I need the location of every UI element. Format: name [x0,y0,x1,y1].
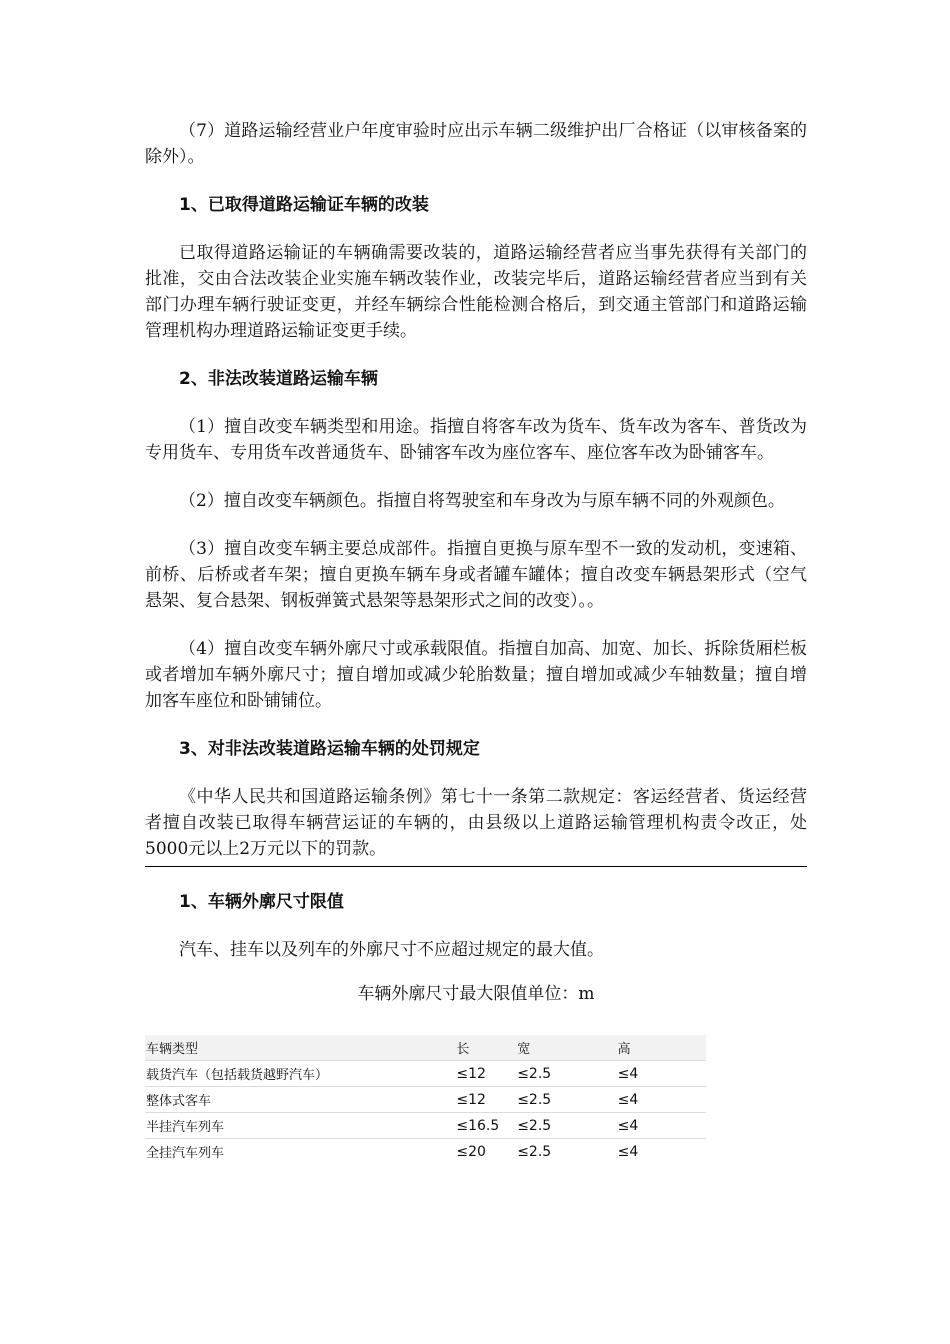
list-item-type-change: （1）擅自改变车辆类型和用途。指擅自将客车改为货车、货车改为客车、普货改为专用货车、专用货车改普通货车、卧铺客车改为座位客车、座位客车改为卧铺客车。 [145,417,807,463]
table-row [145,1061,706,1087]
cell-type: 整体式客车 [146,1094,212,1109]
cell-height: ≤4 [617,1087,706,1113]
column-header-width: 宽 [517,1042,531,1057]
paragraph-dimension-limit: 汽车、挂车以及列车的外廓尺寸不应超过规定的最大值。 [179,940,604,960]
cell-width: ≤2.5 [517,1143,552,1160]
cell-length: ≤12 [456,1091,486,1108]
list-item-color-change: （2）擅自改变车辆颜色。指擅自将驾驶室和车身改为与原车辆不同的外观颜色。 [179,491,785,511]
heading-penalty: 3、对非法改装道路运输车辆的处罚规定 [179,739,480,759]
heading-illegal-modification: 2、非法改装道路运输车辆 [179,369,378,389]
paragraph-annual-review: （7）道路运输经营业户年度审验时应出示车辆二级维护出厂合格证（以审核备案的除外）。 [145,121,807,167]
paragraph-modification: 已取得道路运输证的车辆确需要改装的，道路运输经营者应当事先获得有关部门的批准，交由合法改装企业实施车辆改装作业，改装完毕后，道路运输经营者应当到有关部门办理车辆行驶证变更，并经车辆综合性能检测合格后，到交通主管部门和道路运输管理机构办理道路运输证变更手续。 [145,243,807,341]
table-row [145,1087,706,1113]
cell-height: ≤4 [617,1061,706,1087]
heading-dimension-limit: 1、车辆外廓尺寸限值 [179,892,344,912]
table-header-row [145,1035,706,1061]
cell-length: ≤16.5 [456,1117,500,1134]
column-header-height: 高 [617,1035,706,1061]
cell-length: ≤20 [456,1143,486,1160]
list-item-dimension-change: （4）擅自改变车辆外廓尺寸或承载限值。指擅自加高、加宽、加长、拆除货厢栏板或者增加车辆外廓尺寸；擅自增加或减少轮胎数量；擅自增加或减少车轴数量；擅自增加客车座位和卧铺铺位。 [145,639,807,711]
dimension-limit-table [145,1035,706,1164]
cell-height: ≤4 [617,1113,706,1139]
column-header-type: 车辆类型 [146,1042,199,1057]
cell-type: 载货汽车（包括载货越野汽车） [146,1068,329,1083]
heading-modification: 1、已取得道路运输证车辆的改装 [179,195,429,215]
cell-width: ≤2.5 [517,1117,552,1134]
column-header-length: 长 [456,1042,470,1057]
cell-height: ≤4 [617,1139,706,1165]
list-item-component-change: （3）擅自改变车辆主要总成部件。指擅自更换与原车型不一致的发动机，变速箱、前桥、后桥或者车架；擅自更换车辆车身或者罐车罐体；擅自改变车辆悬架形式（空气悬架、复合悬架、钢板弹簧式悬架等悬架形式之间的改变）。。 [145,539,807,611]
cell-width: ≤2.5 [517,1065,552,1082]
cell-length: ≤12 [456,1065,486,1082]
section-divider [145,866,807,867]
cell-type: 全挂汽车列车 [146,1146,225,1161]
paragraph-penalty: 《中华人民共和国道路运输条例》第七十一条第二款规定：客运经营者、货运经营者擅自改装已取得车辆营运证的车辆的，由县级以上道路运输管理机构责令改正，处5000元以上2万元以下的罚款。 [145,787,807,859]
cell-width: ≤2.5 [517,1091,552,1108]
table-row [145,1113,706,1139]
table-title: 车辆外廓尺寸最大限值单位：m [357,984,595,1004]
document-body [145,118,807,1164]
cell-type: 半挂汽车列车 [146,1120,225,1135]
table-row [145,1139,706,1165]
